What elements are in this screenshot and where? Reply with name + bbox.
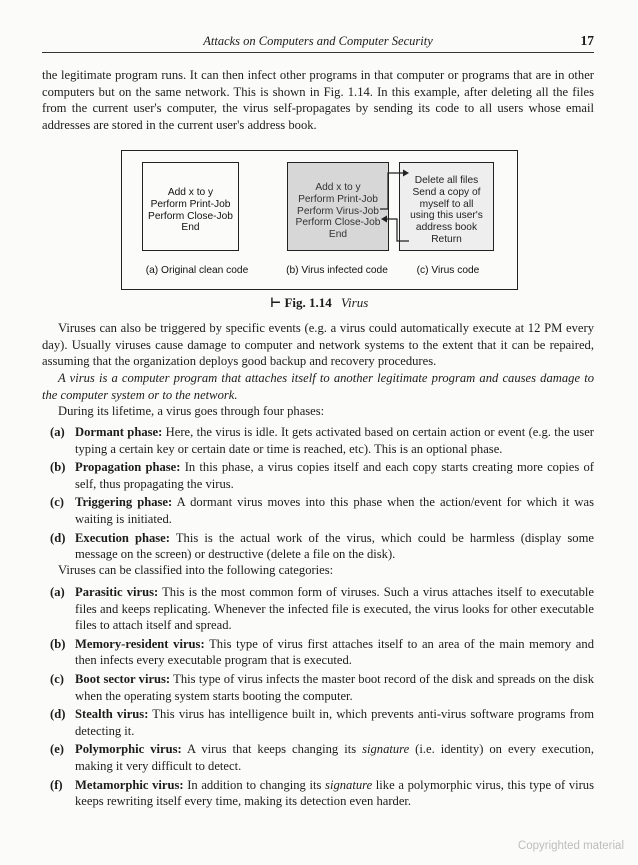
label-virus-code: (c) Virus code — [416, 265, 480, 276]
infected-line: Add x to y — [315, 182, 361, 193]
caption-title: Virus — [341, 295, 369, 310]
clean-line: Perform Close-Job — [148, 210, 233, 222]
item-text: Here, the virus is idle. It gets activated based on certain action or event (e.g. the user typing a certain key or certain date or time is reached, etc). This is an optional phase. — [75, 425, 594, 456]
item-term: Boot sector virus: — [75, 671, 171, 686]
item-emphasis: signature — [362, 742, 410, 757]
list-item — [42, 494, 594, 527]
item-label: (b) — [50, 460, 66, 475]
item-label: (d) — [50, 530, 66, 545]
item-text: This type of virus first attaches itself to an area of the main memory and then infects every executable program that is executed. — [75, 636, 594, 668]
clean-line: Add x to y — [167, 187, 214, 198]
page-number: 17 — [580, 33, 594, 48]
item-label: (c) — [50, 495, 64, 510]
item-emphasis: signature — [325, 777, 373, 792]
figure-virus-diagram — [121, 150, 518, 290]
item-term: Execution phase: — [75, 530, 170, 545]
item-text: This type of virus infects the master boot record of the disk and spreads on the disk when the operating system starts booting the computer. — [75, 671, 594, 703]
phases-intro: During its lifetime, a virus goes through four phases: — [58, 404, 325, 418]
item-text: In this phase, a virus copies itself and each copy starts creating more copies of self, thus propagating the virus. — [75, 460, 594, 491]
item-label: (d) — [50, 707, 66, 722]
item-text: (i.e. identity) on every execution, making it very difficult to detect. — [75, 742, 594, 773]
infected-line: Perform Print-Job — [298, 193, 378, 205]
item-label: (b) — [50, 636, 66, 651]
virus-definition: A virus is a computer program that attaches itself to another legitimate program and causes damage to the computer system or to the network. — [42, 371, 594, 402]
list-item — [42, 424, 594, 457]
jump-arrow-return — [387, 219, 409, 241]
item-text: This is the actual work of the virus, which could be harmless (display some message on the screen) or destructive (delete a file on the disk). — [75, 530, 594, 562]
virus-line: using this user's — [410, 210, 483, 222]
caption-marker-icon: ⊢ — [269, 295, 282, 310]
virus-line: myself to all — [419, 198, 474, 210]
item-term: Dormant phase: — [75, 425, 163, 439]
list-item — [42, 777, 594, 810]
virus-line: Delete all files — [414, 175, 479, 186]
item-text: This is the most common form of viruses. Such a virus attaches itself to executable files and keeps replicating. Whenever the infected file is executed, the virus looks for other executable files to attach itself and spread. — [75, 585, 594, 633]
caption-number: Fig. 1.14 — [284, 295, 332, 310]
virus-line: Send a copy of — [412, 186, 481, 198]
list-item — [42, 706, 594, 739]
item-text: like a polymorphic virus, this type of virus keeps rewriting itself every time, making its detection even harder. — [75, 777, 595, 809]
item-text: A virus that keeps changing its — [181, 742, 363, 757]
running-header — [42, 34, 594, 53]
list-item — [42, 459, 594, 492]
item-label: (f) — [50, 777, 63, 792]
label-virus-infected-code: (b) Virus infected code — [286, 265, 388, 276]
item-label: (c) — [50, 671, 64, 686]
infected-line: Perform Close-Job — [295, 217, 381, 229]
item-text: This virus has intelligence built in, which prevents anti-virus software programs from detecting it. — [75, 707, 594, 738]
item-term: Triggering phase: — [75, 495, 173, 510]
phases-list — [42, 424, 594, 565]
label-original-clean-code: (a) Original clean code — [145, 265, 249, 276]
virus-line: address book — [415, 222, 478, 234]
item-term: Metamorphic virus: — [75, 777, 184, 792]
figure-caption — [0, 295, 638, 311]
trigger-paragraph: Viruses can also be triggered by specific events (e.g. a virus could automatically execute at 12 PM every day). Usually viruses cause damage to computer and network systems to the extent that it can be repaired, assuming that the organization deploys good backup and recovery procedures. — [42, 321, 594, 369]
list-item — [42, 741, 594, 774]
item-text: In addition to changing its — [183, 777, 326, 792]
list-item — [42, 584, 594, 634]
item-term: Parasitic virus: — [75, 585, 159, 599]
intro-paragraph: the legitimate program runs. It can then infect other programs in that computer or programs that are in other computers but on the same network. This is shown in Fig. 1.14. In this example, after deleting all the files from the current user's computer, the virus self-propagates by sending its code to all users whose email addresses are stored in the current user's address book. — [42, 68, 594, 132]
clean-line: Perform Print-Job — [150, 198, 231, 210]
arrow-head-out — [403, 170, 409, 177]
virus-line: Return — [431, 233, 462, 245]
item-label: (e) — [50, 742, 64, 757]
header-title: Attacks on Computers and Computer Security — [203, 34, 433, 48]
copyright-watermark: Copyrighted material — [517, 840, 624, 852]
infected-line: Perform Virus-Job — [297, 205, 379, 217]
categories-list — [42, 584, 594, 812]
jump-arrow-out — [380, 173, 403, 209]
infected-line: End — [328, 229, 348, 241]
categories-intro: Viruses can be classified into the following categories: — [58, 563, 334, 577]
clean-line: End — [181, 222, 200, 234]
item-text: A dormant virus moves into this phase when the action/event for which it was waiting is initiated. — [75, 495, 594, 526]
item-term: Propagation phase: — [75, 460, 181, 475]
arrow-head-return — [381, 216, 387, 223]
list-item — [42, 530, 594, 563]
item-term: Memory-resident virus: — [75, 636, 205, 651]
list-item — [42, 636, 594, 669]
list-item — [42, 671, 594, 704]
item-label: (a) — [50, 585, 65, 599]
item-term: Polymorphic virus: — [75, 742, 182, 757]
item-label: (a) — [50, 425, 65, 439]
item-term: Stealth virus: — [75, 707, 149, 722]
